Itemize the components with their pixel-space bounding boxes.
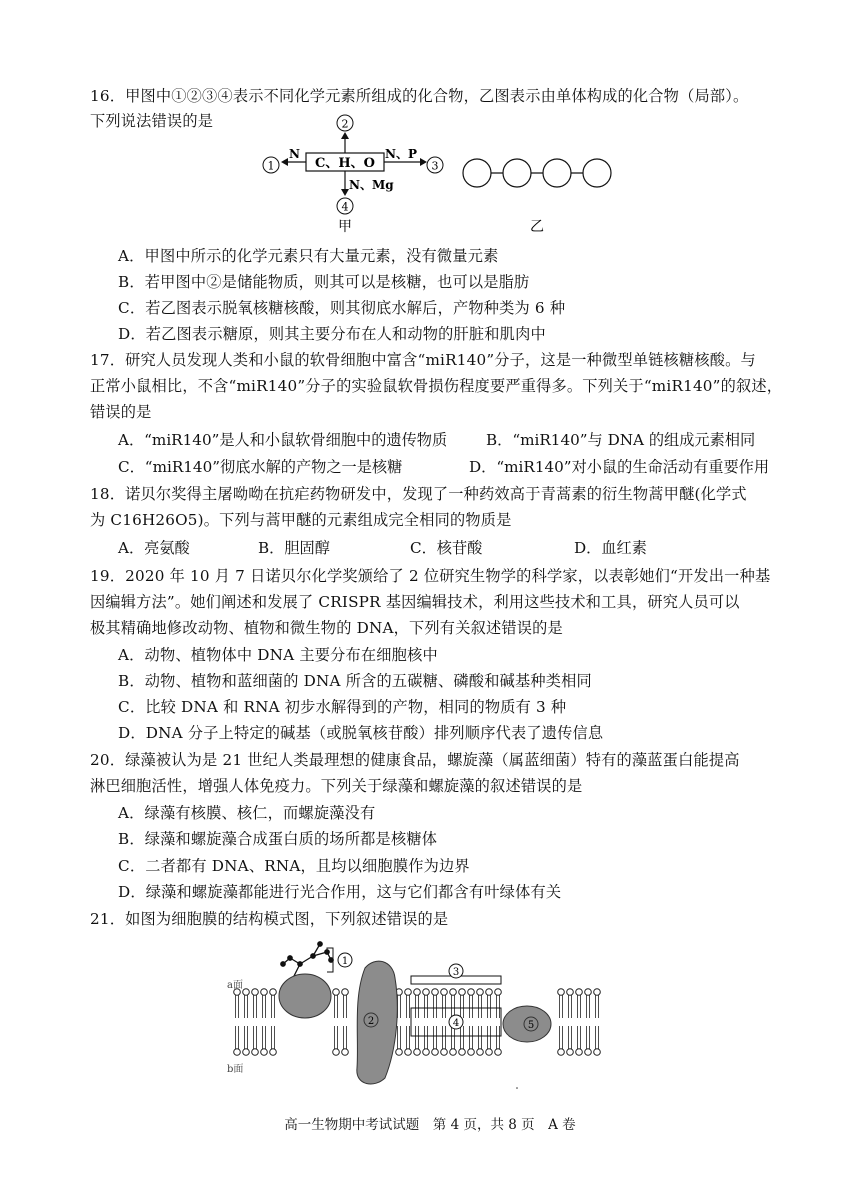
q19-option-a: A．动物、植物体中 DNA 主要分布在细胞核中	[118, 646, 438, 664]
q20-stem-line1: 20．绿藻被认为是 21 世纪人类最理想的健康食品，螺旋藻（属蓝细菌）特有的藻蓝蛋白能提高	[90, 751, 740, 769]
page-footer: 高一生物期中考试试题 第 4 页，共 8 页 A 卷	[284, 1117, 576, 1133]
q18-stem-line2: 为 C16H26O5)。下列与蒿甲醚的元素组成完全相同的物质是	[90, 511, 512, 529]
q17-option-c: C．“miR140”彻底水解的产物之一是核糖	[118, 458, 403, 476]
q16-monomer-3	[543, 159, 571, 187]
q16-option-b: B．若甲图中②是储能物质，则其可以是核糖，也可以是脂肪	[118, 273, 530, 291]
q16-option-d: D．若乙图表示糖原，则其主要分布在人和动物的肝脏和肌肉中	[118, 325, 546, 343]
phospholipid-head	[495, 1049, 502, 1056]
phospholipid-head	[450, 989, 457, 996]
q20-option-d: D．绿藻和螺旋藻都能进行光合作用，这与它们都含有叶绿体有关	[118, 883, 562, 901]
phospholipid-head	[342, 1049, 349, 1056]
q16-monomer-2	[503, 159, 531, 187]
q17-option-d: D．“miR140”对小鼠的生命活动有重要作用	[469, 458, 770, 476]
phospholipid-head	[477, 989, 484, 996]
phospholipid-head	[558, 989, 565, 996]
q19-option-c: C．比较 DNA 和 RNA 初步水解得到的产物，相同的物质有 3 种	[118, 698, 567, 716]
phospholipid-head	[468, 1049, 475, 1056]
phospholipid-head	[567, 989, 574, 996]
q16-num4-digit: 4	[341, 200, 349, 214]
q21-num1-digit: 1	[341, 956, 349, 967]
q17-stem-line3: 错误的是	[90, 403, 152, 421]
phospholipid-head	[243, 1049, 250, 1056]
phospholipid-head	[423, 1049, 430, 1056]
phospholipid-head	[459, 989, 466, 996]
phospholipid-head	[477, 1049, 484, 1056]
phospholipid-head	[432, 989, 439, 996]
phospholipid-head	[405, 989, 412, 996]
q20-option-c: C．二者都有 DNA、RNA，且均以细胞膜作为边界	[118, 857, 470, 875]
q16-option-c: C．若乙图表示脱氧核糖核酸，则其彻底水解后，产物种类为 6 种	[118, 299, 566, 317]
phospholipid-head	[414, 989, 421, 996]
phospholipid-head	[333, 989, 340, 996]
phospholipid-head	[558, 1049, 565, 1056]
q19-stem-line1: 19．2020 年 10 月 7 日诺贝尔化学奖颁给了 2 位研究生物学的科学家，以表彰她们“开发出一种基	[90, 567, 771, 585]
q17-option-a: A．“miR140”是人和小鼠软骨细胞中的遗传物质	[118, 431, 448, 449]
q16-center-box: C、H、O	[315, 156, 375, 171]
q16-num2-digit: 2	[341, 117, 349, 131]
phospholipid-head	[459, 1049, 466, 1056]
q20-option-b: B．绿藻和螺旋藻合成蛋白质的场所都是核糖体	[118, 830, 438, 848]
phospholipid-head	[333, 1049, 340, 1056]
phospholipid-head	[243, 989, 250, 996]
q16-right-label: N、P	[385, 147, 417, 161]
q16-caption-yi: 乙	[530, 219, 544, 234]
q16-monomer-4	[583, 159, 611, 187]
q19-stem-line3: 极其精确地修改动物、植物和微生物的 DNA，下列有关叙述错误的是	[90, 619, 563, 637]
phospholipid-head	[468, 989, 475, 996]
q17-stem-line2: 正常小鼠相比，不含“miR140”分子的实验鼠软骨损伤程度要严重得多。下列关于“miR140”的叙述，	[90, 377, 783, 395]
q21-membrane-figure	[225, 938, 605, 1090]
phospholipid-head	[342, 989, 349, 996]
phospholipid-head	[486, 1049, 493, 1056]
phospholipid-head	[261, 1049, 268, 1056]
phospholipid-head	[270, 989, 277, 996]
q16-left-label: N	[289, 147, 300, 161]
q19-stem-line2: 因编辑方法”。她们阐述和发展了 CRISPR 基因编辑技术，利用这些技术和工具，研究人员可以	[90, 593, 740, 611]
phospholipid-head	[414, 1049, 421, 1056]
q16-monomer-1	[463, 159, 491, 187]
q21-num5-digit: 5	[527, 1020, 535, 1031]
q16-stem-line2: 下列说法错误的是	[90, 112, 214, 130]
phospholipid-head	[270, 1049, 277, 1056]
q20-option-a: A．绿藻有核膜、核仁，而螺旋藻没有	[118, 804, 376, 822]
phospholipid-head	[594, 1049, 601, 1056]
q16-option-a: A．甲图中所示的化学元素只有大量元素，没有微量元素	[118, 247, 499, 265]
phospholipid-head	[585, 1049, 592, 1056]
q21-a-side: a面	[227, 980, 243, 991]
q17-option-b: B．“miR140”与 DNA 的组成元素相同	[486, 431, 756, 449]
q18-option-b: B．胆固醇	[258, 539, 330, 557]
phospholipid-head	[261, 989, 268, 996]
phospholipid-head	[441, 1049, 448, 1056]
phospholipid-head	[576, 1049, 583, 1056]
q16-bottom-label: N、Mg	[349, 178, 394, 192]
sugar-chain	[281, 942, 333, 978]
q21-b-side: b面	[227, 1064, 244, 1075]
q17-stem-line1: 17．研究人员发现人类和小鼠的软骨细胞中富含“miR140”分子，这是一种微型单链核糖核酸。与	[90, 351, 756, 369]
phospholipid-head	[495, 989, 502, 996]
phospholipid-head	[234, 1049, 241, 1056]
phospholipid-head	[486, 989, 493, 996]
q16-stem-line1: 16．甲图中①②③④表示不同化学元素所组成的化合物，乙图表示由单体构成的化合物（局部）。	[90, 87, 749, 105]
q18-option-d: D．血红素	[574, 539, 647, 557]
phospholipid-head	[576, 989, 583, 996]
q18-stem-line1: 18．诺贝尔奖得主屠呦呦在抗疟药物研发中，发现了一种药效高于青蒿素的衍生物蒿甲醚(化学式	[90, 485, 747, 503]
q19-option-d: D．DNA 分子上特定的碱基（或脱氧核苷酸）排列顺序代表了遗传信息	[118, 724, 604, 742]
q21-stem-line1: 21．如图为细胞膜的结构模式图，下列叙述错误的是	[90, 910, 449, 928]
q19-option-b: B．动物、植物和蓝细菌的 DNA 所含的五碳糖、磷酸和碱基种类相同	[118, 672, 592, 690]
phospholipid-head	[441, 989, 448, 996]
q16-caption-jia: 甲	[338, 219, 352, 234]
phospholipid-head	[585, 989, 592, 996]
phospholipid-head	[594, 989, 601, 996]
q16-figure	[255, 112, 625, 234]
q18-option-c: C．核苷酸	[410, 539, 483, 557]
phospholipid-head	[405, 1049, 412, 1056]
q21-num2-digit: 2	[367, 1016, 375, 1027]
phospholipid-head	[567, 1049, 574, 1056]
q21-num3-digit: 3	[452, 967, 460, 978]
phospholipid-head	[252, 989, 259, 996]
glycoprotein-blob	[279, 974, 331, 1018]
q18-option-a: A．亮氨酸	[118, 539, 190, 557]
phospholipid-head	[432, 1049, 439, 1056]
q21-num4-digit: 4	[452, 1018, 460, 1029]
phospholipid-head	[450, 1049, 457, 1056]
q20-stem-line2: 淋巴细胞活性，增强人体免疫力。下列关于绿藻和螺旋藻的叙述错误的是	[90, 777, 583, 795]
q16-num1-digit: 1	[267, 159, 275, 173]
phospholipid-head	[252, 1049, 259, 1056]
phospholipid-head	[423, 989, 430, 996]
q16-num3-digit: 3	[431, 159, 439, 173]
phospholipid-head	[396, 1049, 403, 1056]
